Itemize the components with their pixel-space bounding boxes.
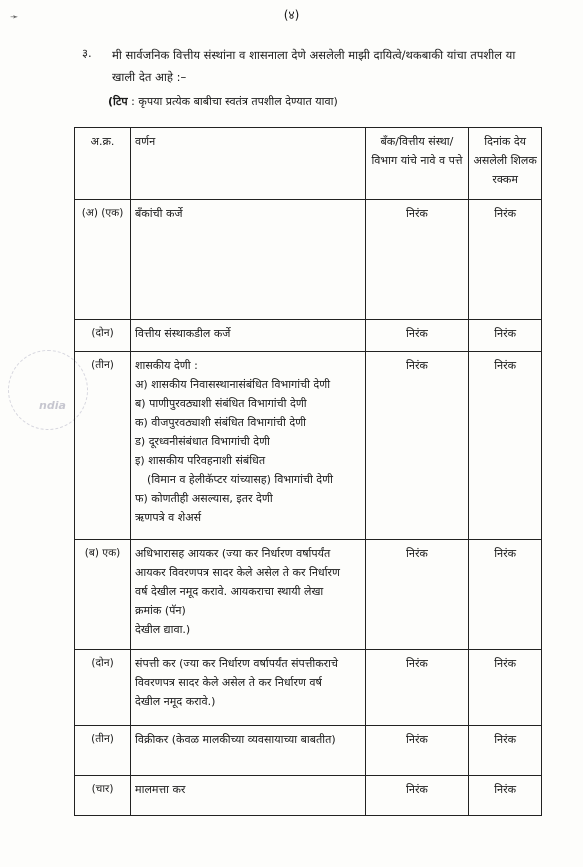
description-line: फ) कोणतीही असल्यास, इतर देणी [135,492,273,505]
description-line: ब) पाणीपुरवठ्याशी संबंधित विभागांची देणी [135,397,307,410]
row-amount: निरंक [469,200,542,320]
row-amount: निरंक [469,540,542,650]
stamp-text: ndia [39,399,66,412]
scan-mark-icon: ➛ [10,12,19,23]
table-row [75,726,542,776]
header-serial: अ.क्र. [75,128,131,200]
row-description [131,352,366,540]
description-line: (विमान व हेलीकॅप्टर यांच्यासह) विभागांची देणी [147,473,333,486]
row-bank: निरंक [365,200,469,320]
table-row [75,352,542,540]
header-description: वर्णन [131,128,366,200]
row-bank: निरंक [365,540,469,650]
row-description [131,650,366,726]
row-description [131,320,366,352]
note-label: (टिप [108,95,128,108]
row-amount: निरंक [469,320,542,352]
table-row [75,650,542,726]
description-line: ऋणपत्रे व शेअर्स [135,511,202,524]
description-line: क) वीजपुरवठ्याशी संबंधित विभागांची देणी [135,416,307,429]
header-amount: दिनांक देय असलेली शिलक रक्कम [469,128,542,200]
row-number: (अ) (एक) [75,200,131,320]
description-line: संपत्ती कर (ज्या कर निर्धारण वर्षापर्यंत संपत्तीकराचे [135,657,339,670]
intro-paragraph: मी सार्वजनिक वित्तीय संस्थांना व शासनाला देणे असलेली माझी दायित्वे/थकबाकी यांचा तपशील या खाली देत आहे :– [112,48,516,84]
row-number: (तीन) [75,352,131,540]
header-bank: बँक/वित्तीय संस्था/ विभाग यांचे नावे व पत्ते [365,128,469,200]
table-row [75,776,542,816]
row-number: (चार) [75,776,131,816]
description-line: विक्रीकर (केवळ मालकीच्या व्यवसायाच्या बाबतीत) [135,733,336,746]
row-number: (तीन) [75,726,131,776]
row-description [131,726,366,776]
description-line: शासकीय देणी : [135,359,198,372]
page-number: (४) [283,8,300,22]
row-bank: निरंक [365,776,469,816]
row-bank: निरंक [365,726,469,776]
description-line: अधिभारासह आयकर (ज्या कर निर्धारण वर्षापर्यंत [135,547,331,560]
row-description [131,776,366,816]
row-number: (दोन) [75,320,131,352]
description-line: आयकर विवरणपत्र सादर केले असेल ते कर निर्धारण [135,566,340,579]
description-line: वित्तीय संस्थाकडील कर्जे [135,327,231,340]
note-text: : कृपया प्रत्येक बाबीचा स्वतंत्र तपशील देण्यात यावा) [131,95,338,108]
description-line: ड) दूरध्वनीसंबंधात विभागांची देणी [135,435,270,448]
table-row [75,200,542,320]
description-line: बँकांची कर्जे [135,207,183,220]
description-line: मालमत्ता कर [135,783,186,796]
description-line: देखील नमूद करावे.) [135,695,216,708]
description-line: विवरणपत्र सादर केले असेल ते कर निर्धारण वर्ष [135,676,322,689]
row-amount: निरंक [469,776,542,816]
description-line: क्रमांक (पॅन) [135,604,186,617]
liabilities-table [74,127,542,816]
row-bank: निरंक [365,650,469,726]
row-bank: निरंक [365,352,469,540]
table-row [75,320,542,352]
section-number: ३. [82,46,92,60]
row-description [131,200,366,320]
description-line: देखील द्यावा.) [135,623,191,636]
table-row [75,540,542,650]
row-number: (दोन) [75,650,131,726]
description-line: अ) शासकीय निवासस्थानासंबंधित विभागांची देणी [135,378,331,391]
row-amount: निरंक [469,726,542,776]
description-line: इ) शासकीय परिवहनाशी संबंधित [135,454,266,467]
row-bank: निरंक [365,320,469,352]
row-description [131,540,366,650]
description-line: वर्ष देखील नमूद करावे. आयकराचा स्थायी लेखा [135,585,324,598]
row-amount: निरंक [469,352,542,540]
note-line [108,94,338,109]
table-header-row [75,128,542,200]
row-amount: निरंक [469,650,542,726]
row-number: (ब) एक) [75,540,131,650]
